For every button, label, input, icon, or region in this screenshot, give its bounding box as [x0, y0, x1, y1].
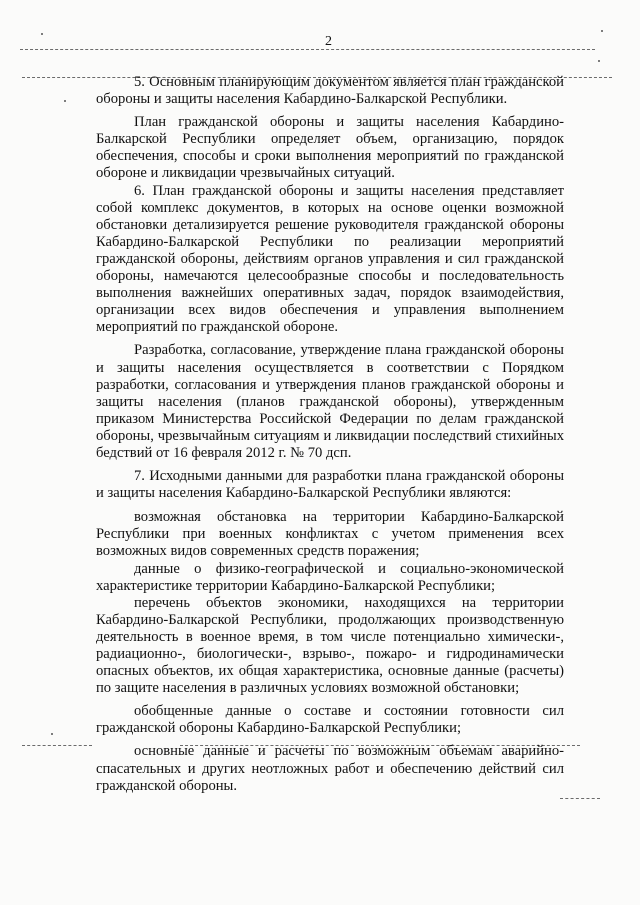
paragraph: обобщенные данные о составе и состоянии готовности сил гражданской обороны Кабардино-Балкарской Республики; [96, 703, 564, 737]
scan-speck [51, 733, 53, 735]
paragraph: 7. Исходными данными для разработки плана гражданской обороны и защиты населения Кабардино-Балкарской Республики являются: [96, 468, 564, 502]
scan-artifact-line [560, 798, 600, 799]
scan-speck [41, 33, 43, 35]
scan-speck [601, 30, 603, 32]
paragraph: основные данные и расчеты по возможным объемам аварийно-спасательных и других неотложных работ и обеспечению действий сил гражданской обороны. [96, 743, 564, 794]
scan-artifact-line [20, 49, 595, 50]
paragraph: данные о физико-географической и социально-экономической характеристике территории Кабардино-Балкарской Республики; [96, 560, 564, 594]
paragraph: План гражданской обороны и защиты населения Кабардино-Балкарской Республики определяет объем, организацию, порядок обеспечения, способы и сроки выполнения мероприятий по гражданской обороне и ликвидации чрезвычайных ситуаций. [96, 114, 564, 182]
paragraph: 6. План гражданской обороны и защиты населения представляет собой комплекс документов, в которых на основе оценки возможной обстановки детализируется решение руководителя гражданской обороны Кабардино-Балкарской Республики по реализации мероприятий гражданской обороны, действиям органов управления и сил гражданской обороны, намечаются целесообразные способы и последовательность выполнения важнейших оперативных задач, порядок взаимодействия, организации всех видов обеспечения и управления выполнением мероприятий по гражданской обороне. [96, 182, 564, 336]
paragraph: возможная обстановка на территории Кабардино-Балкарской Республики при военных конфликтах с учетом применения всех возможных видов современных средств поражения; [96, 509, 564, 560]
scan-speck [64, 100, 66, 102]
scan-speck [598, 60, 600, 62]
paragraph: перечень объектов экономики, находящихся на территории Кабардино-Балкарской Республики, продолжающих производственную деятельность в военное время, в том числе потенциально химически-, радиационно-, биологически-, взрыво-, пожаро- и гидродинамически опасных объектов, их общая характеристика, основные данные (расчеты) по защите населения в различных условиях возможной обстановки; [96, 594, 564, 697]
paragraph: Разработка, согласование, утверждение плана гражданской обороны и защиты населения осуществляется в соответствии с Порядком разработки, согласования и утверждения планов гражданской обороны и защиты населения (планов гражданской обороны), утвержденным приказом Министерства Российской Федерации по делам гражданской обороны, чрезвычайным ситуациям и ликвидации последствий стихийных бедствий от 16 февраля 2012 г. № 70 дсп. [96, 342, 564, 461]
scan-artifact-line [22, 745, 92, 746]
page-number: 2 [325, 34, 332, 49]
paragraph: 5. Основным планирующим документом является план гражданской обороны и защиты населения Кабардино-Балкарской Республики. [96, 74, 564, 108]
document-body [96, 74, 564, 795]
